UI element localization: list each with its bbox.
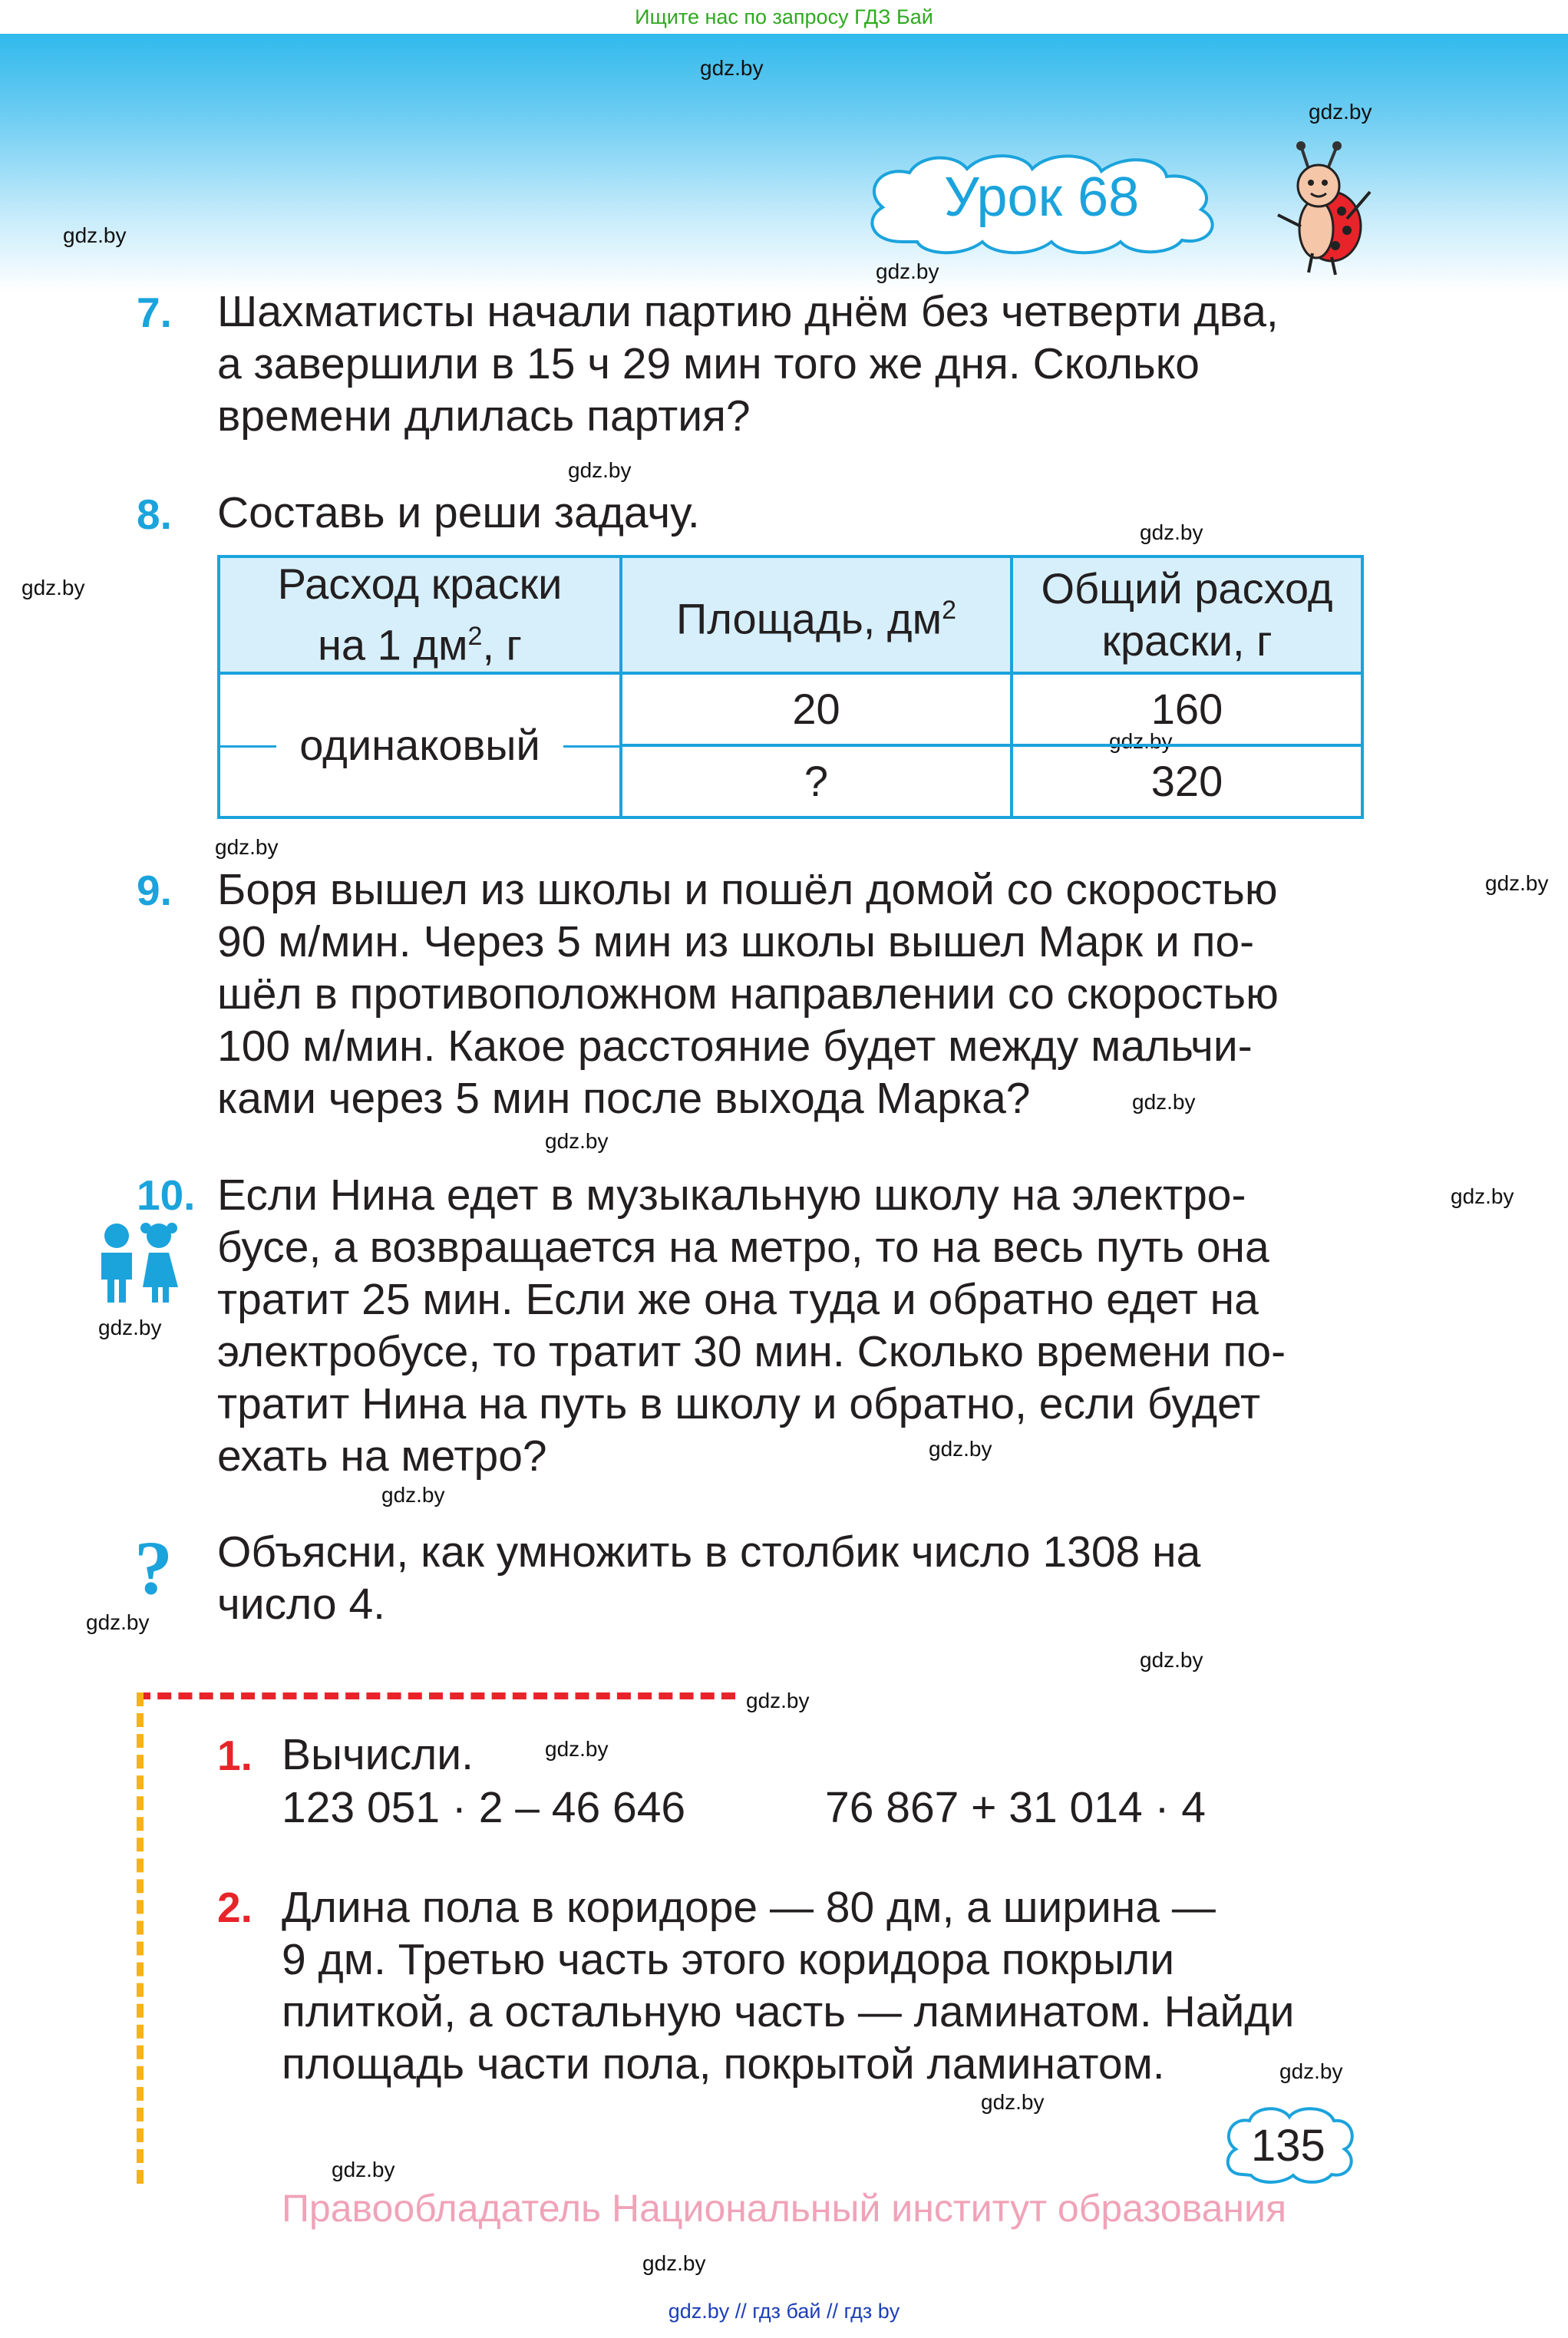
task-7-number: 7. [137,289,172,336]
task-8-table [217,555,1364,819]
watermark: gdz.by [1132,1090,1196,1114]
watermark: gdz.by [332,2158,395,2181]
table-header-row [219,556,1362,673]
watermark: gdz.by [1140,1648,1203,1672]
extra-1-number: 1. [217,1732,253,1779]
watermark: gdz.by [642,2251,706,2275]
text-line: а завершили в 15 ч 29 мин того же дня. Сколько [217,339,1200,388]
table-cell-total: 320 [1012,745,1362,817]
watermark: gdz.by [381,1483,445,1507]
header-total: Общий расход краски, г [1012,556,1362,673]
watermark: gdz.by [1485,871,1549,895]
extra-2-number: 2. [217,1884,253,1931]
watermark: gdz.by [1309,100,1372,124]
task-10-text: Если Нина едет в музыкальную школу на электро- бусе, а возвращается на метро, то на весь путь она тратит 25 мин. Если же она туда и обратно едет на электробусе, то тратит 30 мин. Сколько времени по- тратит Нина на путь в школу и обратно, если будет ехать на метро? [217,1171,1286,1481]
copyright: Правообладатель Национальный институт образования [281,2187,1287,2230]
task-9-number: 9. [137,867,172,914]
watermark: gdz.by [1109,729,1173,753]
table-cell-area: 20 [621,673,1012,745]
watermark: gdz.by [929,1437,992,1461]
question-text: Объясни, как умножить в столбик число 1308 на число 4. [217,1527,1201,1629]
expression-1: 123 051 · 2 – 46 646 [282,1783,686,1832]
section-border-top [137,1692,735,1699]
table-cell-total: 160 [1012,673,1362,745]
watermark: gdz.by [1279,2059,1343,2083]
watermark: gdz.by [98,1316,162,1339]
header-area: Площадь, $дм^2$ [621,556,1012,673]
watermark: gdz.by [63,223,127,247]
table-row [219,673,1362,745]
footer-links[interactable]: gdz.by // гдз бай // гдз by [668,2300,900,2323]
task-7-text [217,286,1361,442]
watermark: gdz.by [86,1610,150,1634]
task-8-number: 8. [137,490,172,538]
pair-work-icon [86,1220,190,1305]
section-border-left [137,1692,144,2184]
watermark: gdz.by [545,1129,609,1153]
watermark: gdz.by [215,835,279,859]
watermark: gdz.by [1140,520,1203,544]
watermark: gdz.by [21,576,85,599]
watermark: gdz.by [568,458,632,482]
extra-1-text: Вычисли. [282,1730,474,1779]
task-8-text: Составь и реши задачу. [217,488,700,537]
watermark: gdz.by [545,1737,609,1761]
text-line: Шахматисты начали партию днём без четверти два, [217,287,1279,336]
task-10-number: 10. [137,1171,196,1219]
same-consumption-cell: одинаковый [219,673,621,817]
task-9-text: Боря вышел из школы и пошёл домой со скоростью 90 м/мин. Через 5 мин из школы вышел Марк и по- шёл в противоположном направлении со скоростью 100 м/мин. Какое расстояние будет между мальчи- ками через 5 мин после выхода Марка? [217,865,1279,1123]
page-number: 135 [1251,2121,1325,2171]
text-line: времени длилась партия? [217,391,751,441]
watermark: gdz.by [746,1689,810,1712]
watermark: gdz.by [981,2090,1045,2114]
expression-2: 76 867 + 31 014 · 4 [825,1783,1206,1832]
header-consumption: Расход краски на 1 $дм^2$, г [219,556,621,673]
lesson-title: Урок 68 [944,167,1140,228]
watermark: gdz.by [700,56,764,80]
top-banner[interactable]: Ищите нас по запросу ГДЗ Бай [0,0,1568,34]
question-icon: ? [134,1525,173,1610]
ladybug-icon [1274,138,1374,276]
watermark: gdz.by [1451,1184,1514,1208]
extra-2-text: Длина пола в коридоре — 80 дм, а ширина — 9 дм. Третью часть этого коридора покрыли плиткой, а остальную часть — ламинатом. Найди площадь части пола, покрытой ламинатом. [282,1883,1295,2089]
table-cell-area: ? [621,745,1012,817]
watermark: gdz.by [876,259,939,283]
